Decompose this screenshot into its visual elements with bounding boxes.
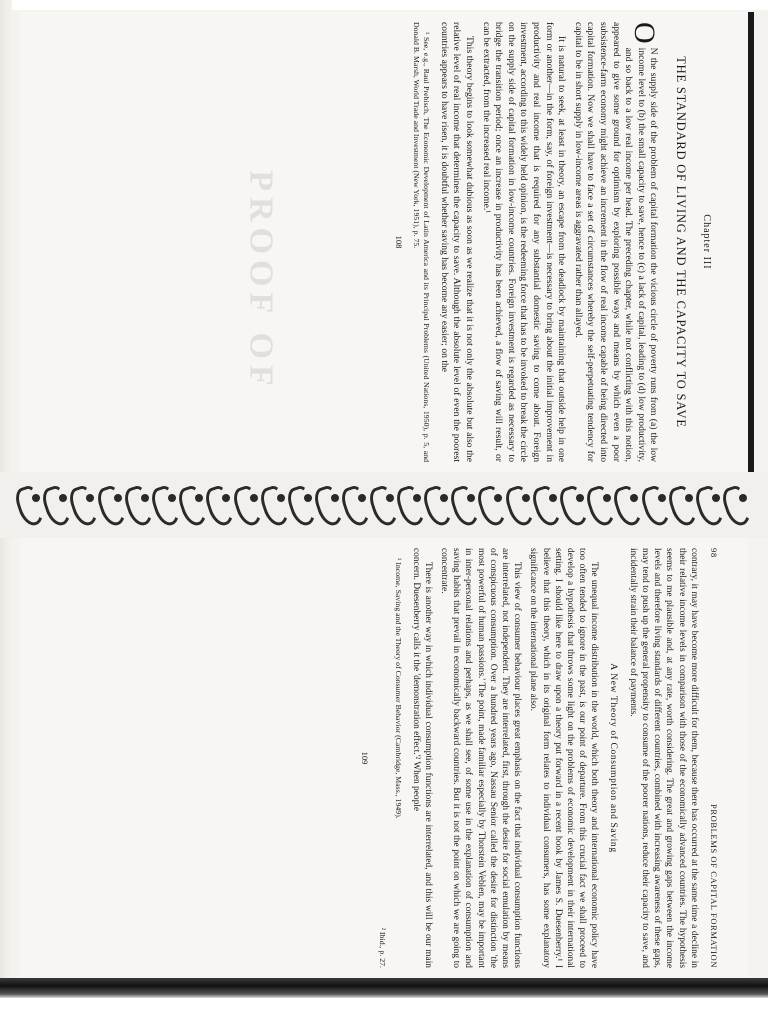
binding-hole: [712, 494, 720, 502]
spiral-binding: [0, 472, 768, 538]
binding-hole: [168, 494, 176, 502]
binding-hole: [304, 494, 312, 502]
binding-ring: [584, 483, 619, 528]
drop-cap: O: [628, 22, 662, 44]
paragraph-2: It is natural to seek, at least in theory, an escape from the deadlock by maintaining that outside help in one form or another—in the form, say, of foreign investment—is necessary to bring about the initial improvement in productivity and real income that is required for any substantial domestic saving to come about. Foreign investment, according to this widely held opinion, is the redeeming force that has to be invoked to break the circle on the supply side of capital formation in low-income countries. Foreign investment is regarded as necessary to bridge the transition period; once an increase in productivity has been achieved, a flow of saving will result, or can be extracted, from the increased real income.¹: [480, 22, 568, 462]
binding-ring: [230, 483, 265, 528]
binding-ring: [475, 483, 510, 528]
binding-ring: [94, 483, 129, 528]
binding-ring: [203, 483, 238, 528]
paragraph-3: This view of consumer behaviour places great emphasis on the fact that individual consumption functions are interrelated, not independent. They are interrelated, first, through the desire for social emulation by means of conspicuous consumption. Over a hundred years ago, Nassau Senior called the desire for distinction 'the most powerful of human passions.' The point, made familiar especially by Thorstein Veblen, may be important in inter-personal relations and perhaps, as we shall see, of some use in the explanation of consumption and saving habits that prevail in economically backward countries. But it is not the point on which we are going to concentrate.: [438, 548, 523, 968]
binding-hole: [114, 494, 122, 502]
binding-ring: [284, 483, 319, 528]
binding-ring: [339, 483, 374, 528]
binding-ring: [611, 483, 646, 528]
paragraph-4: There is another way in which individual consumption functions are interrelated, and this will be our main concern. Duesenberry calls it the 'demonstration effect.'² When people: [410, 548, 433, 968]
binding-ring: [148, 483, 183, 528]
binding-hole: [440, 494, 448, 502]
chapter-label: Chapter III: [701, 214, 712, 270]
binding-hole: [549, 494, 557, 502]
binding-ring: [312, 483, 347, 528]
binding-ring: [720, 483, 755, 528]
paragraph-1-text: N the supply side of the problem of capital formation the vicious circle of poverty runs from (a) the low income level to (b) the small capacity to save, hence to (c) a lack of capital, leading to (d) low productivity, and so back to a low real income per head. The preceding chapter, while not conflicting with this notion, appeared to give some ground for optimism by exploring possible ways and means by which even a poor subsistence-farm economy might achieve an increment in the flow of real income capable of being directed into capital formation. Now we shall have to face a set of circumstances whereby the self-perpetuating tendency for capital to be in short supply in low-income areas is aggravated rather than allayed.: [572, 22, 660, 462]
binding-ring: [366, 483, 401, 528]
scan-top-edge: [0, 0, 768, 10]
bleed-through-text: PROOF OF: [242, 170, 280, 392]
binding-hole: [32, 494, 40, 502]
binding-ring: [556, 483, 591, 528]
scan-bottom-shadow: [0, 978, 768, 998]
page-108-text-block: [34, 22, 734, 462]
paragraph-2: The unequal income distribution in the world, which both theory and international economic policy have too often tended to ignore in the past, is our point of departure. From this crucial fact we shall proceed to develop a hypothesis that throws some light on the problems of economic development in their international setting. I should like here to draw upon a theory put forward in a recent book by James S. Duesenberry.¹ I believe that this theory, which in its original form relates to individual consumers, has some explanatory significance on the international plane also.: [528, 548, 600, 968]
page-109: [20, 538, 748, 978]
binding-hole: [413, 494, 421, 502]
binding-hole: [141, 494, 149, 502]
scan-bottom-edge: [0, 998, 768, 1024]
binding-ring: [448, 483, 483, 528]
binding-ring: [176, 483, 211, 528]
paragraph-3: This theory begins to look somewhat dubious as soon as we realize that it is not only the absolute but also the relative level of real income that determines the capacity to save. Although the absolute level of even the poorest countries appears to have risen, it is doubtful whether saving has become any easier; on the: [438, 22, 476, 462]
binding-ring: [420, 483, 455, 528]
paragraph-1: [571, 22, 662, 462]
page-number: 109: [360, 751, 371, 765]
folio-corner: 98: [709, 548, 719, 558]
binding-hole: [658, 494, 666, 502]
binding-hole: [277, 494, 285, 502]
binding-ring: [121, 483, 156, 528]
binding-ring: [638, 483, 673, 528]
chapter-title: THE STANDARD OF LIVING AND THE CAPACITY TO SAVE: [674, 56, 689, 428]
footnote: ¹ See, e.g., Raul Prebisch, The Economic Development of Latin America and its Principal Problems (United Nations, 1950), p. 5, and Donald B. Marsh, World Trade and Investment (New York, 1951), p. 75.: [412, 22, 432, 462]
binding-ring: [257, 483, 292, 528]
footnote-2: ² Ibid., p. 27.: [378, 927, 388, 968]
binding-hole: [386, 494, 394, 502]
binding-ring: [502, 483, 537, 528]
binding-ring: [393, 483, 428, 528]
binding-ring: [692, 483, 727, 528]
binding-hole: [522, 494, 530, 502]
binding-ring: [67, 483, 102, 528]
section-heading: A New Theory of Consumption and Saving: [607, 663, 619, 853]
binding-ring: [529, 483, 564, 528]
binding-ring: [12, 483, 47, 528]
running-head-title: PROBLEMS OF CAPITAL FORMATION: [709, 804, 719, 968]
running-head: [708, 548, 720, 968]
binding-ring: [665, 483, 700, 528]
binding-hole: [576, 494, 584, 502]
page-108: [20, 12, 754, 472]
page-number: 108: [394, 235, 405, 249]
footnote-1: ¹ Income, Saving and the Theory of Consumer Behavior (Cambridge, Mass., 1949).: [394, 558, 404, 819]
paragraph-1: contrary, it may have become more difficult for them, because there has occurred at the same time a decline in their relative income levels in comparison with those of the economically advanced countries. The hypothesis seems to me plausible and, at any rate, worth considering. The great and growing gaps between the income levels and therefore living standards of different countries, combined with increasing awareness of these gaps, may tend to push up the general propensity to consume of the poorer nations, reduce their capacity to save, and incidentally strain their balance of payments.: [627, 548, 699, 968]
binding-hole: [685, 494, 693, 502]
binding-hole: [250, 494, 258, 502]
binding-ring: [40, 483, 75, 528]
page-109-text-block: [34, 548, 734, 968]
